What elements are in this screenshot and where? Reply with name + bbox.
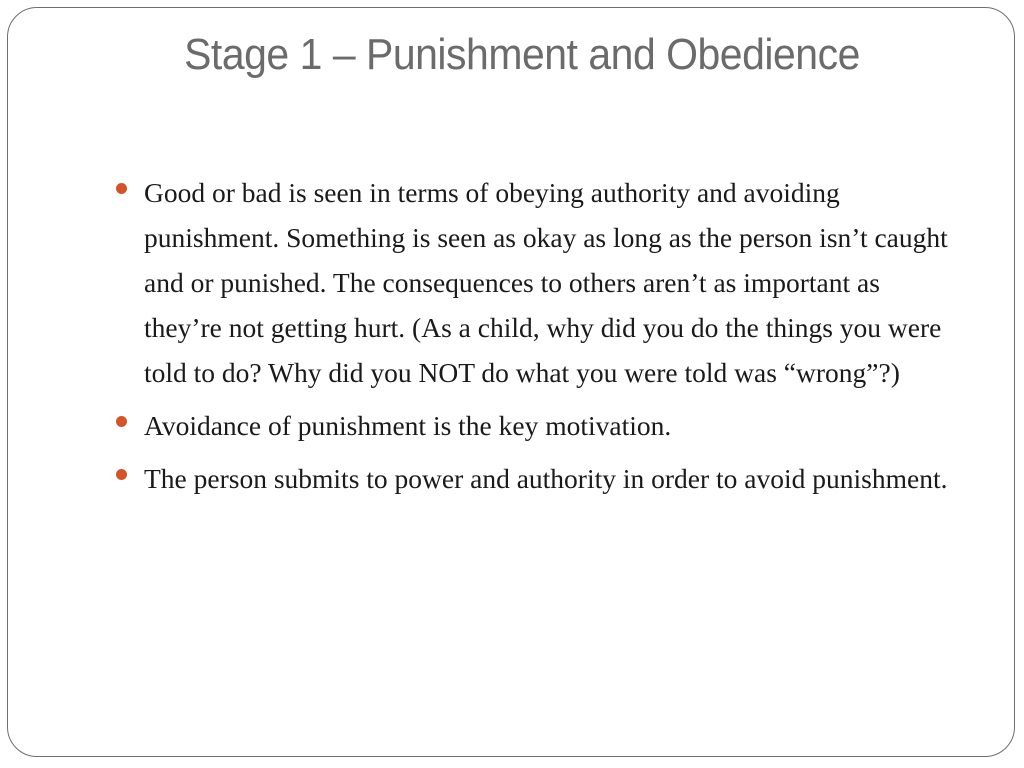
bullet-text-1: Good or bad is seen in terms of obeying authority and avoiding punishment. Something is seen as okay as long as the person isn’t caught and or punished. The consequences to others aren’t as important as they’re not getting hurt. (As a child, why did you do the things you were told to do? Why did you NOT do what you were told was “wrong”?) bbox=[144, 177, 948, 388]
bullet-list bbox=[116, 170, 956, 509]
bullet-item-2 bbox=[116, 403, 956, 448]
bullet-dot-icon bbox=[116, 416, 127, 427]
slide-title: Stage 1 – Punishment and Obedience bbox=[184, 30, 860, 79]
bullet-text-2: Avoidance of punishment is the key motivation. bbox=[144, 410, 672, 441]
bullet-dot-icon bbox=[116, 183, 127, 194]
bullet-item-1 bbox=[116, 170, 956, 395]
bullet-dot-icon bbox=[116, 469, 127, 480]
bullet-item-3 bbox=[116, 456, 956, 501]
bullet-text-3: The person submits to power and authority in order to avoid punishment. bbox=[144, 463, 948, 494]
